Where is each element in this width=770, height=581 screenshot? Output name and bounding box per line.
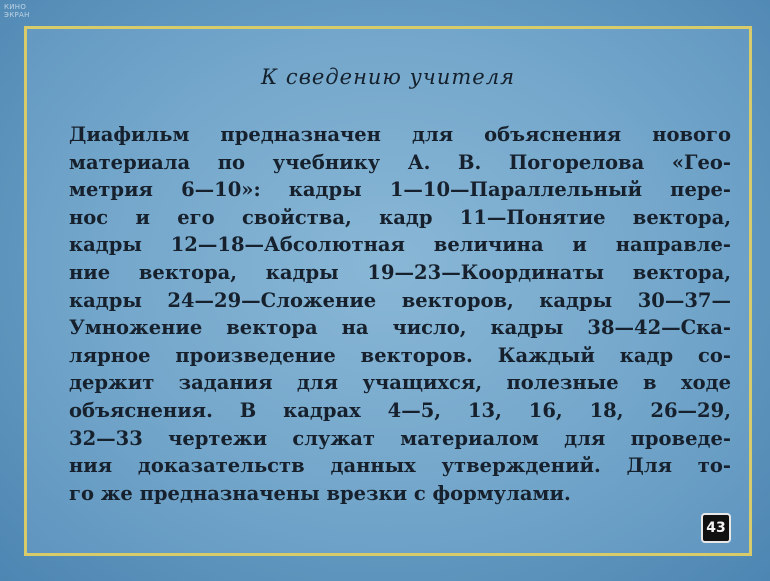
watermark-line-2: ЭКРАН [4,11,30,19]
body-line: ние вектора, кадры 19—23—Координаты вектора, [69,260,731,284]
text-frame [24,26,752,556]
body-line: кадры 24—29—Сложение векторов, кадры 30—37— [69,288,731,312]
body-paragraph [69,121,731,507]
watermark [4,3,30,19]
body-line: ния доказательств данных утверждений. Для то- [69,454,731,478]
body-line: метрия 6—10»: кадры 1—10—Параллельный пере- [69,178,731,202]
body-line: Умножение вектора на число, кадры 38—42—Ска- [69,316,731,340]
page-number-badge: 43 [701,513,731,543]
body-line: Диафильм предназначен для объяснения нового [69,123,731,146]
body-line: кадры 12—18—Абсолютная величина и направле- [69,233,731,257]
slide-heading: К сведению учителя [261,65,515,89]
body-line: держит задания для учащихся, полезные в ходе [69,371,731,395]
body-line: нос и его свойства, кадр 11—Понятие вектора, [69,205,731,229]
watermark-line-1: КИНО [4,3,27,11]
body-line: 32—33 чертежи служат материалом для проведе- [69,426,731,450]
body-line: лярное произведение векторов. Каждый кадр со- [69,343,731,367]
body-line: го же предназначены врезки с формулами. [69,481,571,505]
body-line: материала по учебнику А. В. Погорелова «Гео- [69,150,731,174]
body-line: объяснения. В кадрах 4—5, 13, 16, 18, 26—29, [69,398,731,422]
